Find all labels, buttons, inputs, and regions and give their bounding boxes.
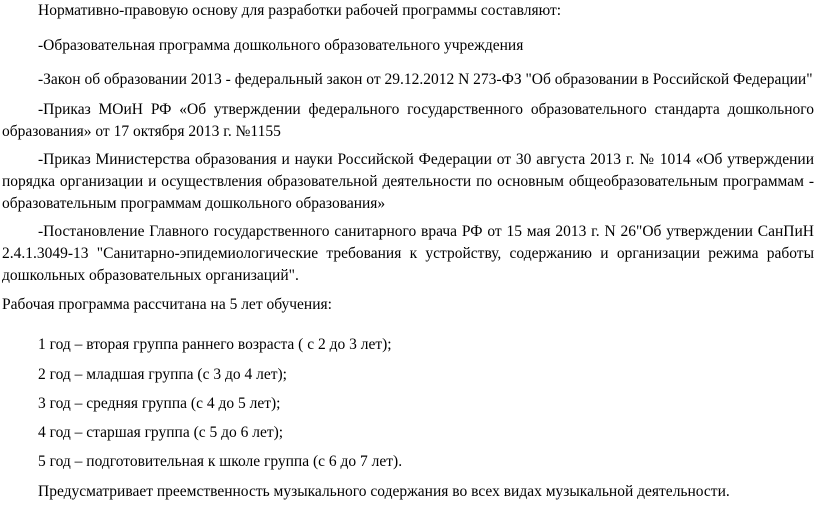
year-item-5: 5 год – подготовительная к школе группа (с 6 до 7 лет). <box>38 453 403 470</box>
normative-item-4: -Приказ Министерства образования и науки Российской Федерации от 30 августа 2013 г. № 1014 «Об утверждении порядка организации и осуществления образовательной деятельности по основным общеобразовательным программам - образовательным программам дошкольного образования» <box>2 151 814 212</box>
normative-item-3: -Приказ МОиН РФ «Об утверждении федерального государственного образовательного стандарта дошкольного образования» от 17 октября 2013 г. №1155 <box>2 101 814 140</box>
program-duration-text: Рабочая программа рассчитана на 5 лет обучения: <box>2 296 332 313</box>
year-item-3: 3 год – средняя группа (с 4 до 5 лет); <box>38 395 281 412</box>
normative-item-1: -Образовательная программа дошкольного образовательного учреждения <box>38 37 524 54</box>
intro-text: Нормативно-правовую основу для разработки рабочей программы составляют: <box>38 2 562 19</box>
closing-text: Предусматривает преемственность музыкального содержания во всех видах музыкальной деятельности. <box>38 483 730 500</box>
normative-item-2: -Закон об образовании 2013 - федеральный закон от 29.12.2012 N 273-ФЗ "Об образовании в Российской Федерации" <box>38 71 813 88</box>
year-item-2: 2 год – младшая группа (с 3 до 4 лет); <box>38 366 287 383</box>
normative-item-5: -Постановление Главного государственного санитарного врача РФ от 15 мая 2013 г. N 26"Об утверждении СанПиН 2.4.1.3049-13 "Санитарно-эпидемиологические требования к устройству, содержанию и организации режима работы дошкольных образовательных организаций". <box>2 223 814 284</box>
year-item-1: 1 год – вторая группа раннего возраста ( с 2 до 3 лет); <box>38 336 392 353</box>
year-item-4: 4 год – старшая группа (с 5 до 6 лет); <box>38 424 284 441</box>
